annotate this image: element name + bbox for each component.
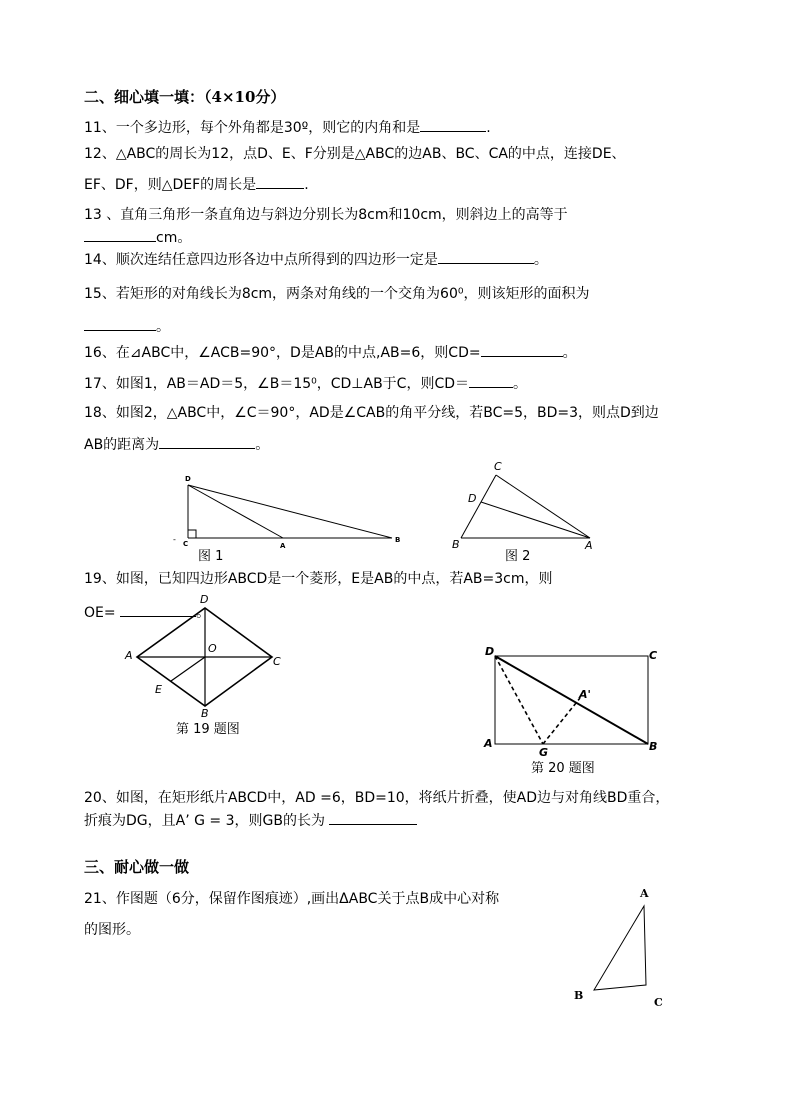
question-17-text: 17、如图1，AB＝AD＝5，∠B＝15⁰，CD⊥AB于C，则CD＝: [84, 376, 470, 392]
fig1-label-C: C: [183, 540, 189, 548]
fig20-label-B: B: [649, 740, 658, 753]
question-11-text: 11、一个多边形，每个外角都是30º，则它的内角和是: [84, 120, 421, 136]
fig19-label-C: C: [273, 655, 281, 668]
question-20-text: 折痕为DG，且A’ G = 3，则GB的长为: [84, 813, 325, 829]
question-16-end: 。: [562, 345, 577, 361]
question-14-end: 。: [533, 252, 548, 268]
question-20-line1: 20、如图，在矩形纸片ABCD中，AD =6，BD=10，将纸片折叠，使AD边与对角线BD重合，: [84, 790, 670, 806]
question-21-line1: 21、作图题（6分，保留作图痕迹）,画出ΔABC关于点B成中心对称: [84, 891, 500, 907]
fig19-label-A: A: [125, 649, 133, 662]
fig21-label-B: B: [574, 989, 584, 1002]
figure-1: [188, 485, 392, 538]
question-16-text: 16、在⊿ABC中，∠ACB=90°，D是AB的中点,AB=6，则CD=: [84, 345, 481, 361]
question-19-line2: [84, 602, 210, 622]
fig2-label-A: A: [585, 539, 593, 552]
question-13-line1: 13 、直角三角形一条直角边与斜边分别长为8cm和10cm，则斜边上的高等于: [84, 207, 568, 223]
question-12-end: .: [304, 177, 309, 193]
question-19-end: 。: [196, 605, 211, 621]
figure-20: [495, 656, 648, 744]
question-18-line1: 18、如图2，△ABC中，∠C＝90°，AD是∠CAB的角平分线，若BC=5，BD=3，则点D到边: [84, 405, 659, 421]
fig19-label-O: O: [208, 642, 217, 655]
fig20-label-G: G: [539, 746, 549, 759]
figure-2-caption: 图 2: [505, 549, 531, 564]
fig2-label-C: C: [494, 460, 502, 473]
question-19-text: OE=: [84, 605, 116, 621]
question-19-line1: 19、如图，已知四边形ABCD是一个菱形，E是AB的中点，若AB=3cm，则: [84, 571, 553, 587]
fig21-label-C: C: [654, 996, 663, 1009]
question-15-line1: 15、若矩形的对角线长为8cm，两条对角线的一个交角为60⁰，则该矩形的面积为: [84, 286, 590, 302]
question-18-end: 。: [255, 437, 270, 453]
question-18-text: AB的距离为: [84, 437, 160, 453]
answer-blank[interactable]: [120, 602, 196, 617]
section-3-heading: 三、耐心做一做: [84, 858, 190, 876]
fig19-label-B: B: [201, 707, 209, 720]
question-12-text: EF、DF，则△DEF的周长是: [84, 177, 257, 193]
fig20-label-D: D: [485, 645, 495, 658]
fig20-label-C: C: [649, 649, 658, 662]
fig2-label-D: D: [468, 492, 477, 505]
figure-2: [461, 475, 590, 538]
question-11-end: .: [486, 120, 491, 136]
figure-20-caption: 第 20 题图: [531, 761, 595, 776]
fig1-label-A: A: [280, 542, 286, 550]
fig2-label-B: B: [452, 538, 460, 551]
question-20-line2: [84, 810, 417, 830]
question-21-line2: 的图形。: [84, 922, 140, 938]
question-12-line1: 12、△ABC的周长为12，点D、E、F分别是△ABC的边AB、BC、CA的中点，连接DE、: [84, 146, 626, 162]
answer-blank[interactable]: [329, 810, 417, 825]
question-17-end: 。: [513, 376, 528, 392]
question-15-suffix: 。: [156, 319, 170, 335]
figure-21: [594, 906, 646, 990]
fig1-label-B: B: [395, 536, 401, 544]
fig20-label-A: A: [484, 737, 493, 750]
fig20-label-A-prime: A': [579, 688, 591, 701]
question-13-suffix: cm。: [156, 230, 192, 246]
fig1-label-D: D: [185, 475, 191, 483]
fig21-label-A: A: [640, 887, 649, 900]
svg-text:-: -: [173, 535, 176, 544]
fig19-label-E: E: [155, 683, 162, 696]
figure-1-caption: 图 1: [198, 549, 224, 564]
question-14-text: 14、顺次连结任意四边形各边中点所得到的四边形一定是: [84, 252, 438, 268]
figure-19-caption: 第 19 题图: [176, 722, 240, 737]
fig19-label-D: D: [200, 593, 209, 606]
section-heading: 二、细心填一填：（4×10分）: [84, 88, 286, 106]
